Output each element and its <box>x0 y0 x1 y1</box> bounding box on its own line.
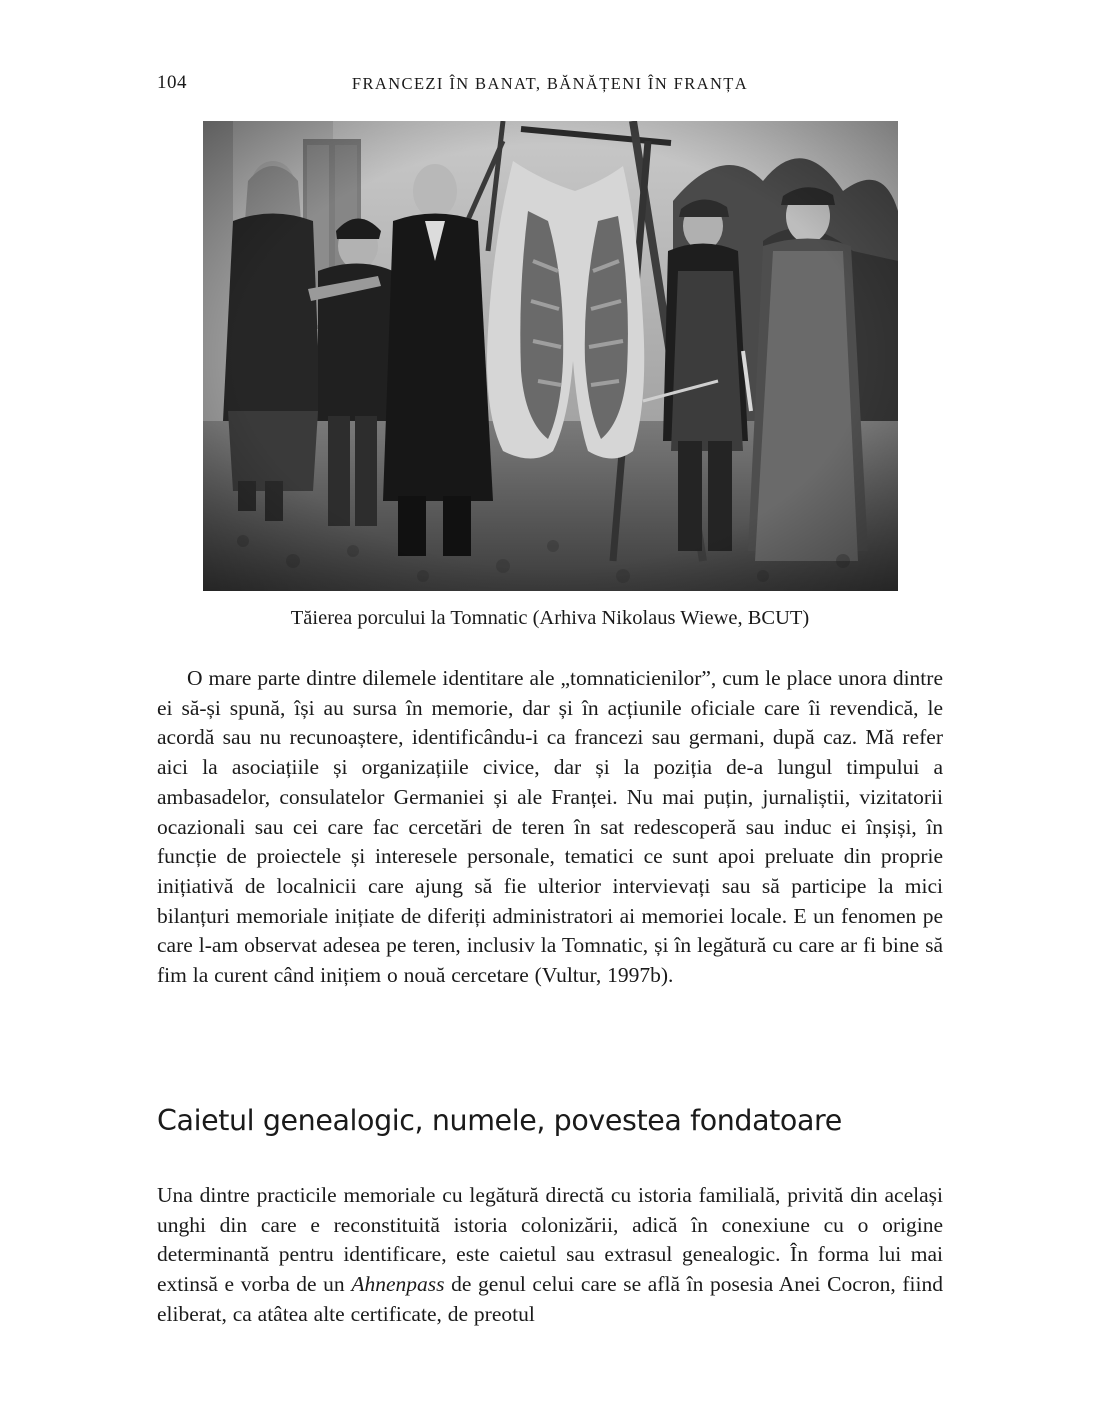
figure-caption: Tăierea porcului la Tomnatic (Arhiva Nikolaus Wiewe, BCUT) <box>290 607 810 629</box>
section-heading: Caietul genealogic, numele, povestea fondatoare <box>157 1104 842 1137</box>
archival-photograph <box>203 121 898 591</box>
running-title: FRANCEZI ÎN BANAT, BĂNĂȚENI ÎN FRANȚA <box>351 74 749 93</box>
page-number: 104 <box>157 72 187 93</box>
paragraph-text: de genul celui care se află în posesia Anei Cocron, fiind eliberat, ca atâtea alte certificate, de preotul <box>157 1272 944 1326</box>
body-paragraph: O mare parte dintre dilemele identitare ale „tomnaticienilor”, cum le place unora dintre ei să-și spună, își au sursa în memorie, dar și în acțiunile oficiale care îi revendică, le acordă sau nu recunoaștere, identificându-i ca francezi sau germani, după caz. Mă refer aici la asociațiile și organizațiile civice, dar și la poziția de-a lungul timpului a ambasadelor, consulatelor Germaniei și ale Franței. Nu mai puțin, jurnaliștii, vizitatorii ocazionali sau cei care fac cercetări de teren în sat redescoperă sau induc ei înșiși, în funcție de proiectele și interesele personale, tematici ce sunt apoi preluate din proprie inițiativă de localnicii care ajung să fie ulterior intervievați sau să participe la mici bilanțuri memoriale inițiate de diferiți administratori ai memoriei locale. E un fenomen pe care l-am observat adesea pe teren, inclusiv la Tomnatic, și în legătură cu care ar fi bine să fim la curent când inițiem o nouă cercetare (Vultur, 1997b). <box>157 666 943 988</box>
paragraph-text: Una dintre practicile memoriale cu legătură directă cu istoria familială, privită din același unghi din care e reconstituită istoria colonizării, adică în conexiune cu o origine determinantă pentru identificare, este caietul sau extrasul genealogic. În forma lui mai extinsă e vorba de un <box>157 1183 943 1297</box>
italic-term: Ahnenpass <box>351 1272 445 1297</box>
body-paragraph <box>157 1181 943 1330</box>
